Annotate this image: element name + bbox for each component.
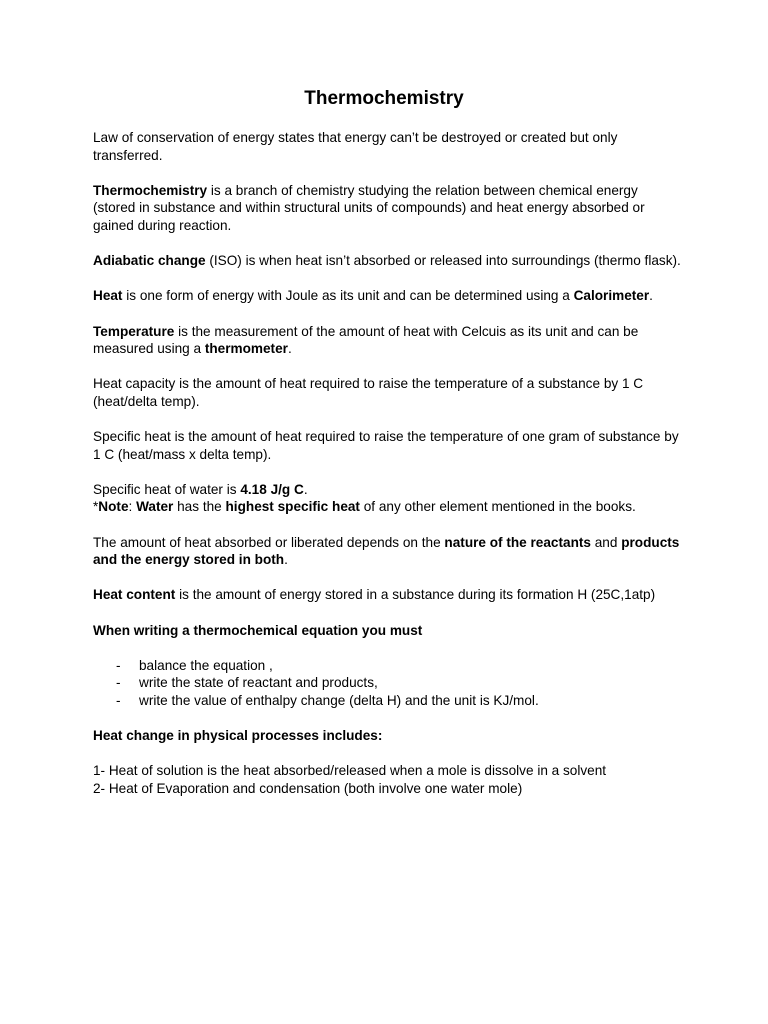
physical-item-1: 1- Heat of solution is the heat absorbed/released when a mole is dissolve in a solvent [93, 763, 607, 779]
list-item [93, 692, 683, 710]
definition-text: is a branch of chemistry studying the relation between chemical energy (stored in substance and within structural units of compounds) and heat energy absorbed or gained during reaction. [93, 182, 645, 233]
conservation-law-paragraph: Law of conservation of energy states that energy can’t be destroyed or created but only transferred. [93, 130, 618, 163]
equation-heading-text: When writing a thermochemical equation you must [93, 622, 423, 638]
paragraph-text: The amount of heat absorbed or liberated depends on the [93, 534, 445, 550]
term-adiabatic-change: Adiabatic change [93, 253, 206, 269]
definition-text: is one form of energy with Joule as its unit and can be determined using a [122, 288, 574, 304]
document-body [93, 129, 683, 798]
heat-content-definition [93, 586, 683, 604]
dash-bullet: - [116, 693, 121, 708]
note-colon: : [128, 499, 137, 515]
paragraph-text: Specific heat of water is [93, 481, 241, 497]
physical-heading-text: Heat change in physical processes includes: [93, 728, 383, 744]
dash-bullet: - [116, 657, 121, 673]
definition-text: (ISO) is when heat isn’t absorbed or released into surroundings (thermo flask). [205, 253, 681, 269]
term-heat-content: Heat content [93, 587, 176, 603]
note-text: of any other element mentioned in the books. [359, 499, 636, 515]
term-nature-of-reactants: nature of the reactants [444, 534, 591, 550]
list-item-text: balance the equation , [139, 657, 273, 673]
specific-heat-paragraph: Specific heat is the amount of heat required to raise the temperature of one gram of substance by 1 C (heat/mass x delta temp). [93, 429, 679, 462]
period: . [303, 481, 308, 497]
list-item-text: write the value of enthalpy change (delta H) and the unit is KJ/mol. [139, 693, 539, 708]
definition-text: is the amount of energy stored in a substance during its formation H (25C,1atp) [175, 587, 656, 603]
note-label: Note [98, 499, 129, 515]
term-products-energy: products and the energy stored in both [93, 534, 680, 568]
note-asterisk: * [93, 499, 99, 515]
heat-definition [93, 287, 683, 305]
equation-heading [93, 622, 683, 640]
note-paragraph [93, 498, 683, 516]
dash-bullet: - [116, 675, 121, 691]
equation-rules-list [93, 657, 683, 710]
temperature-definition [93, 323, 683, 358]
list-item [93, 657, 683, 675]
list-item-text: write the state of reactant and products, [139, 675, 378, 691]
paragraph-text: and [590, 534, 622, 550]
water-specific-heat-value: 4.18 J/g C [240, 481, 304, 497]
term-highest-specific-heat: highest specific heat [225, 499, 360, 515]
note-text: has the [173, 499, 226, 515]
period: . [284, 552, 288, 568]
list-item [93, 674, 683, 692]
period: . [287, 341, 292, 357]
term-water: Water [136, 499, 174, 515]
thermochemistry-definition [93, 182, 683, 235]
physical-item-2: 2- Heat of Evaporation and condensation (both involve one water mole) [93, 780, 523, 796]
period: . [649, 288, 653, 304]
document-title: Thermochemistry [304, 88, 464, 109]
term-heat: Heat [93, 288, 123, 304]
definition-text: is the measurement of the amount of heat with Celcuis as its unit and can be measured using a [93, 323, 639, 357]
water-specific-heat-paragraph [93, 481, 683, 499]
adiabatic-definition [93, 252, 683, 270]
term-thermometer: thermometer [204, 341, 288, 357]
heat-dependency-paragraph [93, 534, 683, 569]
physical-processes-heading [93, 727, 683, 745]
term-calorimeter: Calorimeter [573, 288, 650, 304]
term-temperature: Temperature [93, 323, 175, 339]
term-thermochemistry: Thermochemistry [93, 182, 208, 198]
heat-capacity-paragraph: Heat capacity is the amount of heat required to raise the temperature of a substance by 1 C (heat/delta temp). [93, 376, 644, 409]
